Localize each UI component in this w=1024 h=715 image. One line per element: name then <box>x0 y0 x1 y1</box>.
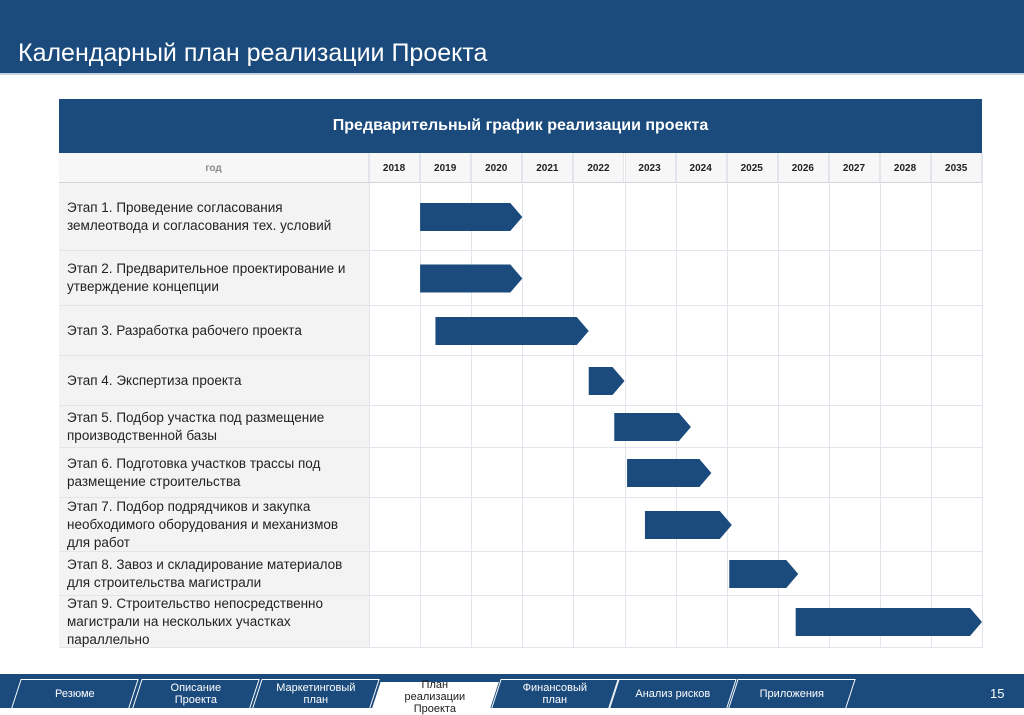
grid-line <box>420 153 421 648</box>
nav-tab[interactable] <box>609 679 736 708</box>
stage-label: Этап 1. Проведение согласования землеотвода и согласования тех. условий <box>59 183 369 250</box>
gantt-row <box>59 498 982 552</box>
year-header-2021: 2021 <box>522 153 573 183</box>
nav-tab[interactable] <box>132 679 259 708</box>
grid-line <box>727 153 728 648</box>
gantt-row <box>59 552 982 596</box>
year-header-2022: 2022 <box>573 153 624 183</box>
stage-label: Этап 3. Разработка рабочего проекта <box>59 306 369 355</box>
nav-tab[interactable] <box>728 679 855 708</box>
stage-label: Этап 6. Подготовка участков трассы под размещение строительства <box>59 448 369 497</box>
grid-line <box>931 153 932 648</box>
gantt-row <box>59 356 982 406</box>
year-header-2019: 2019 <box>420 153 471 183</box>
nav-tab-label: Резюме <box>55 688 95 700</box>
year-header-2025: 2025 <box>727 153 778 183</box>
nav-tab-label: Анализ рисков <box>635 688 711 700</box>
stage-label: Этап 4. Экспертиза проекта <box>59 356 369 405</box>
grid-line <box>573 153 574 648</box>
year-header-2020: 2020 <box>471 153 522 183</box>
year-header-2027: 2027 <box>829 153 880 183</box>
stage-label: Этап 2. Предварительное проектирование и утверждение концепции <box>59 251 369 305</box>
gantt-row <box>59 448 982 498</box>
nav-tab-label: Финансовый план <box>522 682 588 706</box>
gantt-row <box>59 406 982 448</box>
nav-tab-label: Описание Проекта <box>170 682 222 706</box>
year-header-2023: 2023 <box>625 153 676 183</box>
grid-line <box>982 153 983 648</box>
grid-line <box>829 153 830 648</box>
year-header-2024: 2024 <box>676 153 727 183</box>
grid-line <box>471 153 472 648</box>
nav-tab[interactable] <box>491 679 618 708</box>
stage-label: Этап 8. Завоз и складирование материалов для строительства магистрали <box>59 552 369 595</box>
gantt-row <box>59 306 982 356</box>
stage-label: Этап 7. Подбор подрядчиков и закупка необходимого оборудования и механизмов для работ <box>59 498 369 551</box>
nav-tab[interactable] <box>371 679 498 715</box>
grid-line <box>880 153 881 648</box>
grid-line <box>625 153 626 648</box>
grid-line <box>778 153 779 648</box>
nav-tab-label: Приложения <box>759 688 825 700</box>
page-number: 15 <box>990 686 1005 701</box>
year-header-2018: 2018 <box>369 153 420 183</box>
year-header-2035: 2035 <box>931 153 982 183</box>
grid-line <box>676 153 677 648</box>
nav-tab[interactable] <box>11 679 138 708</box>
stage-label: Этап 9. Строительство непосредственно магистрали на нескольких участках параллельно <box>59 596 369 647</box>
stage-label: Этап 5. Подбор участка под размещение производственной базы <box>59 406 369 447</box>
nav-tab-label: Маркетинговый план <box>276 682 356 706</box>
year-header-2026: 2026 <box>778 153 829 183</box>
slide-header <box>0 0 1024 75</box>
slide-title: Календарный план реализации Проекта <box>18 39 488 67</box>
gantt-row <box>59 251 982 306</box>
grid-line <box>369 153 370 648</box>
gantt-chart <box>59 99 982 648</box>
year-column-header: год <box>59 153 369 183</box>
grid-line <box>522 153 523 648</box>
nav-tab-label: План реализации Проекта <box>404 679 466 715</box>
gantt-row <box>59 596 982 648</box>
gantt-row <box>59 183 982 251</box>
nav-tab[interactable] <box>252 679 379 708</box>
gantt-title: Предварительный график реализации проекта <box>59 99 982 153</box>
year-header-2028: 2028 <box>880 153 931 183</box>
